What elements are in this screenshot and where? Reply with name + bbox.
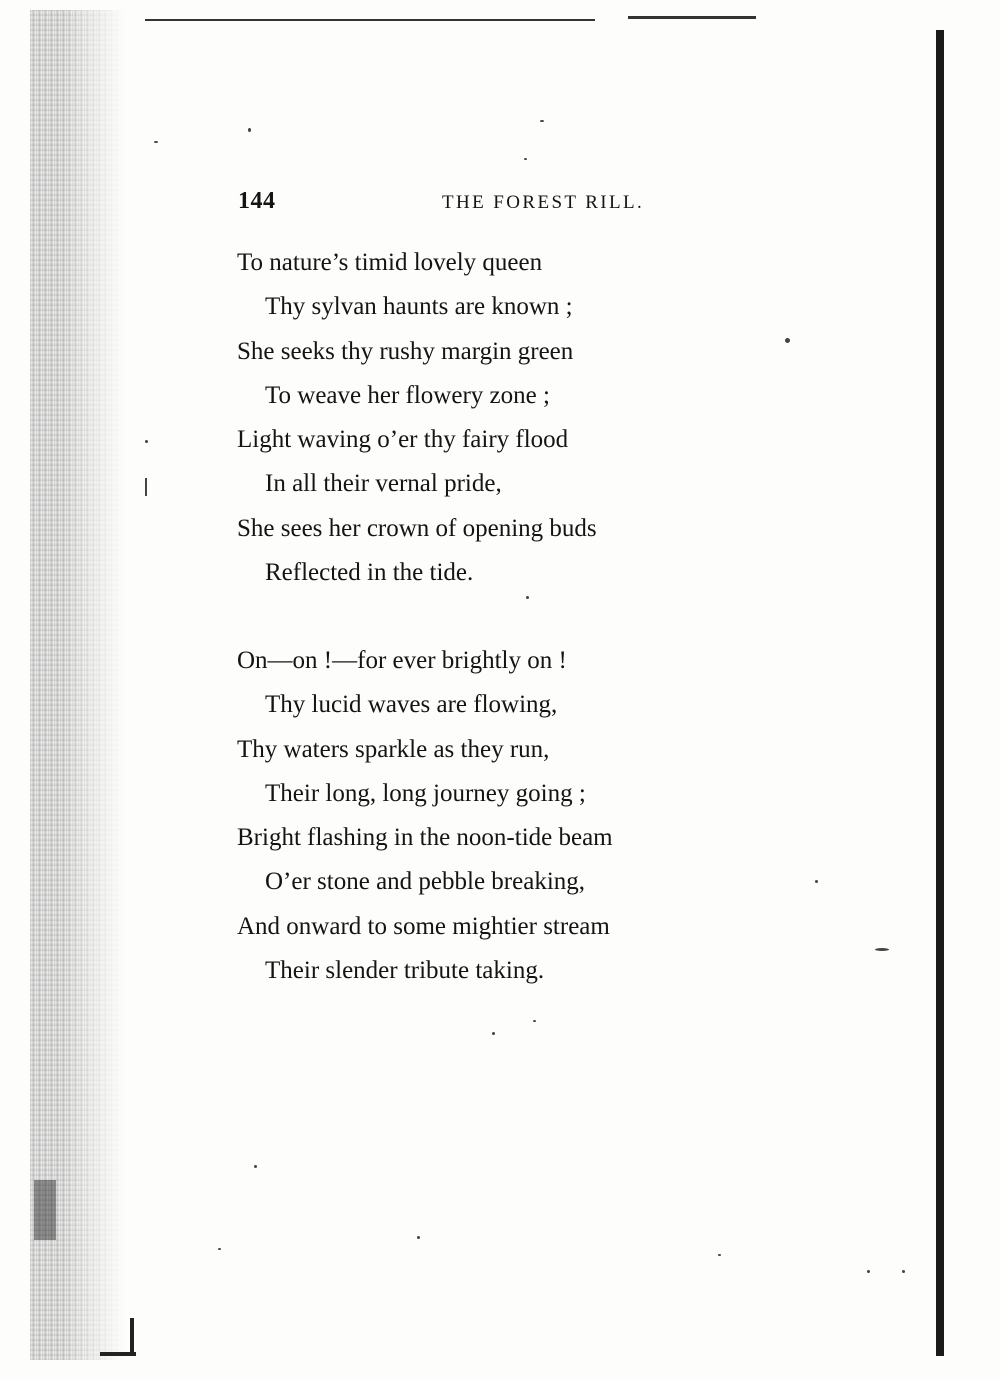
scan-gutter-shadow: [30, 10, 125, 1360]
poem-line: Reflected in the tide.: [265, 559, 474, 587]
scan-speck: [875, 948, 889, 951]
poem-line: In all their vernal pride,: [265, 470, 502, 498]
scan-right-edge: [936, 30, 944, 1356]
running-head: [238, 188, 683, 218]
scan-corner-mark-vertical: [130, 1318, 134, 1356]
scan-top-rule: [145, 19, 595, 21]
poem-line: And onward to some mightier stream: [237, 912, 610, 940]
poem-line: Their slender tribute taking.: [265, 957, 545, 985]
scan-speck: [248, 128, 251, 132]
poem-line: She seeks thy rushy margin green: [237, 337, 574, 365]
scan-gutter-mark: [34, 1180, 56, 1240]
scan-top-rule-right: [628, 16, 756, 19]
scan-speck: [902, 1270, 905, 1273]
page-number: 144: [238, 188, 276, 214]
poem-line: To weave her flowery zone ;: [265, 381, 550, 409]
scan-speck: [154, 141, 158, 143]
scan-speck: [145, 440, 148, 443]
running-head-title: THE FOREST RILL.: [442, 192, 645, 213]
poem-line: She sees her crown of opening buds: [237, 514, 597, 542]
scan-speck: [145, 478, 147, 496]
scan-speck: [254, 1165, 257, 1168]
scan-speck: [533, 1020, 536, 1022]
poem-line: On—on !—for ever brightly on !: [237, 647, 567, 674]
poem-line: To nature’s timid lovely queen: [237, 249, 543, 276]
poem-line: Thy waters sparkle as they run,: [237, 735, 550, 763]
poem-line: Light waving o’er thy fairy flood: [237, 426, 569, 454]
scan-speck: [524, 158, 527, 160]
scan-speck: [785, 338, 790, 343]
scan-speck: [718, 1254, 721, 1256]
poem-line: Thy sylvan haunts are known ;: [265, 293, 573, 321]
scan-speck: [815, 880, 818, 883]
poem-line: Thy lucid waves are flowing,: [265, 691, 558, 719]
scan-speck: [867, 1270, 870, 1273]
poem-line: O’er stone and pebble breaking,: [265, 868, 586, 896]
scan-speck: [540, 120, 544, 122]
poem-line: Their long, long journey going ;: [265, 779, 586, 807]
poem-stanza: [237, 645, 707, 999]
poem-stanza: [237, 247, 707, 601]
scan-speck: [218, 1248, 221, 1250]
scan-speck: [492, 1032, 495, 1035]
poem-line: Bright flashing in the noon-tide beam: [237, 824, 613, 852]
scan-speck: [417, 1236, 420, 1239]
